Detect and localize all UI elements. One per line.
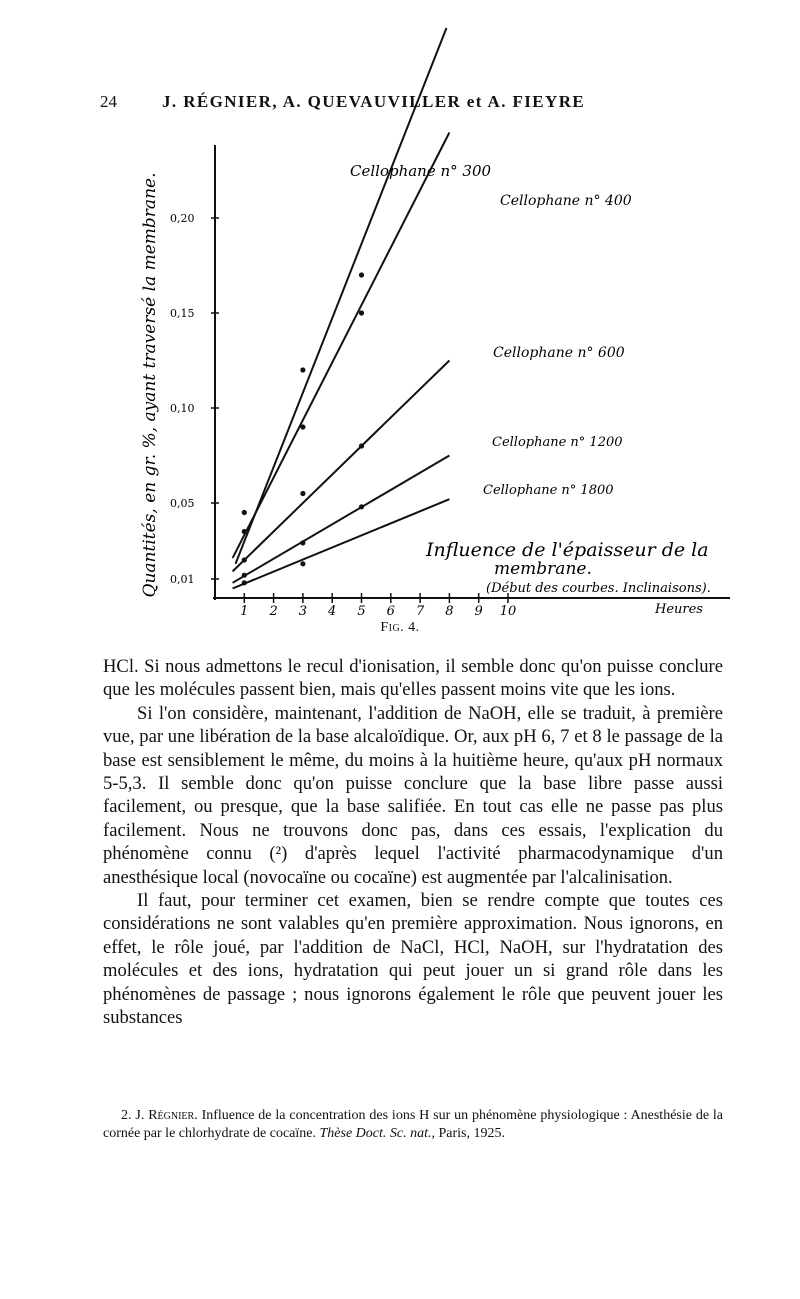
data-point — [242, 580, 247, 585]
x-ticks — [240, 593, 516, 619]
series-line — [233, 133, 450, 559]
y-tick-label: 0,05 — [170, 497, 195, 510]
x-tick-label: 8 — [445, 604, 454, 619]
series-label: Cellophane n° 400 — [500, 193, 632, 209]
series-line — [236, 28, 447, 564]
series-labels — [350, 162, 632, 498]
y-tick-label: 0,10 — [170, 402, 195, 415]
x-unit-label: Heures — [655, 602, 703, 617]
data-point — [300, 367, 305, 372]
chart-axes — [213, 145, 730, 600]
footnote-text: Influence de la concentration des ions H sur un phénomène physiologique : Anesthésie de la cornée par le chlorhydrate de cocaïne. — [103, 1108, 724, 1141]
figure-annotation-line3: (Début des courbes. Inclinaisons). — [486, 581, 711, 596]
footnote-author: J. Régnier. — [135, 1108, 198, 1123]
data-point — [242, 510, 247, 515]
paragraph-1: HCl. Si nous admettons le recul d'ionisation, il semble donc qu'on puisse conclure que les molécules passent bien, mais qu'elles passent moins vite que les ions. — [103, 656, 723, 701]
data-point — [359, 310, 364, 315]
series-line — [233, 456, 450, 583]
data-point — [300, 561, 305, 566]
data-point — [359, 443, 364, 448]
data-point — [242, 529, 247, 534]
footnote-thesis: Thèse Doct. Sc. nat. — [319, 1126, 432, 1141]
data-point — [300, 491, 305, 496]
x-tick-label: 10 — [499, 604, 517, 619]
footnote — [103, 1107, 723, 1143]
x-tick-label: 1 — [240, 604, 249, 619]
x-tick-label: 5 — [357, 604, 366, 619]
series-label: Cellophane n° 1800 — [483, 483, 614, 498]
running-title: J. RÉGNIER, A. QUEVAUVILLER et A. FIEYRE — [162, 92, 586, 111]
data-point — [242, 573, 247, 578]
paragraph-3: Il faut, pour terminer cet examen, bien se rendre compte que toutes ces considérations ne sont valables qu'en première approximation. Nous ignorons, en effet, le rôle joué, par l'addition de NaCl, HCl, NaOH, sur l'hydratation des molécules et des ions, hydratation qui peut jouer un si grand rôle dans les phénomènes de passage ; nous ignorons également le rôle que peuvent jouer les substances — [103, 890, 723, 1029]
series-label: Cellophane n° 600 — [493, 345, 625, 361]
series-line — [233, 499, 450, 588]
x-tick-label: 3 — [298, 604, 308, 619]
series-label: Cellophane n° 1200 — [492, 435, 623, 450]
data-point — [359, 504, 364, 509]
x-tick-label: 9 — [474, 604, 483, 619]
footnote-number: 2. — [121, 1108, 132, 1123]
y-tick-label: 0,01 — [170, 573, 195, 586]
data-point — [242, 557, 247, 562]
x-tick-label: 6 — [386, 604, 395, 619]
data-point — [300, 424, 305, 429]
footnote-place-year: , Paris, 1925. — [431, 1126, 505, 1141]
y-axis-label-group — [140, 173, 160, 598]
series-lines — [233, 28, 450, 589]
data-point — [300, 540, 305, 545]
series-line — [233, 361, 450, 572]
body-text — [103, 655, 723, 1030]
page-number: 24 — [100, 92, 117, 111]
data-point — [359, 272, 364, 277]
y-ticks — [170, 212, 219, 586]
x-tick-label: 7 — [415, 604, 425, 619]
paragraph-2: Si l'on considère, maintenant, l'addition de NaOH, elle se traduit, à première vue, par une libération de la base alcaloïdique. Or, aux pH 6, 7 et 8 le passage de la base est sensiblement le même, du moins à la huitième heure, qu'aux pH normaux 5-5,3. Il semble donc qu'on puisse conclure que la base libre passe aussi facilement, ou presque, que la base salifiée. En tout cas elle ne passe pas plus facilement. Nous ne trouvons donc pas, dans ces essais, l'explication du phénomène connu (²) d'après lequel l'activité pharmacodynamique d'un anesthésique local (novocaïne ou cocaïne) est augmentée par l'alcalinisation. — [103, 702, 723, 888]
y-axis-label: Quantités, en gr. %, ayant traversé la membrane. — [140, 172, 160, 598]
y-tick-label: 0,20 — [170, 212, 195, 225]
figure-chart — [0, 0, 800, 640]
figure-annotation-line2: membrane. — [494, 559, 592, 579]
x-tick-label: 2 — [269, 604, 278, 619]
figure-annotation-line1: Influence de l'épaisseur de la — [426, 539, 709, 561]
series-label: Cellophane n° 300 — [350, 162, 492, 180]
figure-caption: Fig. 4. — [380, 620, 420, 635]
x-tick-label: 4 — [328, 604, 337, 619]
y-tick-label: 0,15 — [170, 307, 195, 320]
